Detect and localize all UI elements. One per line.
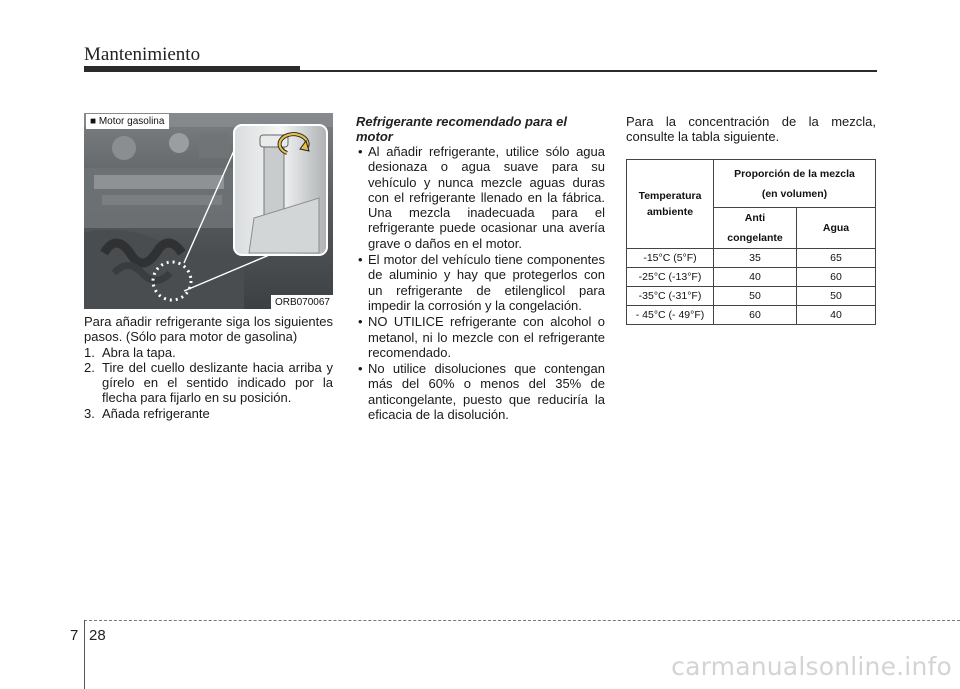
header-rule-thin [300,70,877,72]
mixture-table [626,159,876,325]
table-row: - 45°C (- 49°F) 60 40 [627,306,876,325]
photo-caption [86,114,169,129]
photo-code: ORB070067 [271,295,333,309]
step-item: 2. Tire del cuello deslizante hacia arriba y gírelo en el sentido indicado por la flecha para fijarlo en su posición. [84,359,333,406]
table-row: -25°C (-13°F) 40 60 [627,268,876,287]
table-header-proportion: Proporción de la mezcla (en volumen) [714,160,876,208]
page-number: 28 [89,627,106,644]
steps-list [84,345,333,421]
footer-rule [84,620,960,621]
table-intro: Para la concentración de la mezcla, consulte la tabla siguiente. [626,114,876,145]
list-item: • No utilice disoluciones que contengan más del 60% o menos del 35% de anticongelante, puesto que reduciría la eficacia de la disolución. [358,361,605,423]
watermark: carmanualsonline.info [671,652,952,681]
header-rule-thick [84,66,300,72]
table-header-antifreeze: Anti congelante [714,208,797,249]
step-item: 3. Añada refrigerante [84,405,210,421]
engine-photo [84,113,333,309]
page-header-title: Mantenimiento [84,44,201,65]
table-row: -15°C (5°F) 35 65 [627,249,876,268]
table-header-water: Agua [797,208,876,249]
list-item: • NO UTILICE refrigerante con alcohol o metanol, ni lo mezcle con el refrigerante recomendado. [358,314,605,360]
table-header-temperature: Temperatura ambiente [627,160,714,249]
footer-divider [84,620,85,689]
table-row: -35°C (-31°F) 50 50 [627,287,876,306]
section-heading: Refrigerante recomendado para el motor [356,114,567,144]
photo-caption-text: Motor gasolina [98,116,165,127]
recommendation-list [356,144,605,423]
section-number: 7 [70,627,79,644]
step-item: 1. Abra la tapa. [84,344,176,360]
intro-paragraph: Para añadir refrigerante siga los siguientes pasos. (Sólo para motor de gasolina) [84,314,333,345]
engine-illustration [84,113,333,309]
left-column [84,314,333,421]
black-square-icon: ■ [90,116,97,127]
list-item: • Al añadir refrigerante, utilice sólo agua desionaza o agua suave para su vehículo y nunca mezcle aguas duras con el refrigerante llenado en la fábrica. Una mezcla inadecuada para el refrigerante puede ocasionar una avería grave o daños en el motor. [358,144,605,251]
list-item: • El motor del vehículo tiene componentes de aluminio y hay que protegerlos con un refrigerante de etilenglicol para impedir la corrosión y la congelación. [358,252,605,313]
